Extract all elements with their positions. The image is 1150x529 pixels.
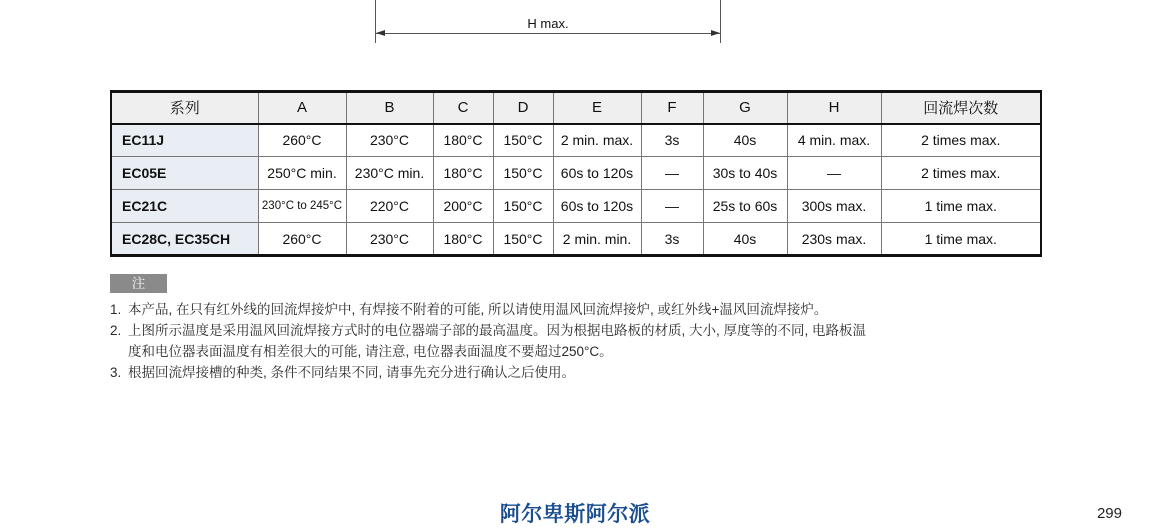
cell-a: 260°C — [258, 223, 346, 256]
cell-g: 30s to 40s — [703, 157, 787, 190]
cell-c: 180°C — [433, 223, 493, 256]
cell-f: 3s — [641, 124, 703, 157]
cell-h: 300s max. — [787, 190, 881, 223]
note-item — [110, 299, 870, 320]
note-number: 1. — [110, 302, 122, 317]
cell-e: 2 min. min. — [553, 223, 641, 256]
col-header-a: A — [258, 92, 346, 124]
page-number: 299 — [1096, 505, 1122, 522]
cell-e: 60s to 120s — [553, 157, 641, 190]
cell-d: 150°C — [493, 124, 553, 157]
cell-d: 150°C — [493, 223, 553, 256]
note-text: 根据回流焊接槽的种类, 条件不同结果不同, 请事先充分进行确认之后使用。 — [128, 365, 576, 380]
table-row — [111, 223, 1041, 256]
series-name: EC05E — [111, 157, 258, 190]
col-header-e: E — [553, 92, 641, 124]
table-row — [111, 190, 1041, 223]
note-number: 2. — [110, 323, 122, 338]
col-header-g: G — [703, 92, 787, 124]
col-header-h: H — [787, 92, 881, 124]
series-name: EC21C — [111, 190, 258, 223]
dimension-extension-line-right — [720, 0, 721, 43]
col-header-reflow-count: 回流焊次数 — [881, 92, 1041, 124]
note-item — [110, 362, 870, 383]
note-number: 3. — [110, 365, 122, 380]
cell-g: 40s — [703, 124, 787, 157]
cell-h: 230s max. — [787, 223, 881, 256]
cell-c: 180°C — [433, 157, 493, 190]
cell-a: 260°C — [258, 124, 346, 157]
note-text: 本产品, 在只有红外线的回流焊接炉中, 有焊接不附着的可能, 所以请使用温风回流焊接炉, 或红外线+温风回流焊接炉。 — [128, 302, 828, 317]
cell-c: 180°C — [433, 124, 493, 157]
cell-f: — — [641, 157, 703, 190]
cell-reflow-count: 2 times max. — [881, 124, 1041, 157]
cell-b: 230°C min. — [346, 157, 433, 190]
cell-e: 2 min. max. — [553, 124, 641, 157]
table-row — [111, 124, 1041, 157]
brand-logo-text: 阿尔卑斯阿尔派 — [499, 503, 651, 526]
col-header-series: 系列 — [111, 92, 258, 124]
note-list — [110, 299, 870, 383]
col-header-f: F — [641, 92, 703, 124]
note-item — [110, 320, 870, 362]
reflow-condition-table — [110, 90, 1042, 257]
cell-a: 230°C to 245°C — [258, 190, 346, 223]
cell-reflow-count: 2 times max. — [881, 157, 1041, 190]
cell-g: 25s to 60s — [703, 190, 787, 223]
dimension-label: H max. — [527, 16, 569, 31]
note-text: 上图所示温度是采用温风回流焊接方式时的电位器端子部的最高温度。因为根据电路板的材质, 大小, 厚度等的不同, 电路板温度和电位器表面温度有相差很大的可能, 请注意, 电位器表面温度不要超过250°C。 — [128, 323, 867, 359]
cell-b: 220°C — [346, 190, 433, 223]
cell-reflow-count: 1 time max. — [881, 190, 1041, 223]
cell-b: 230°C — [346, 124, 433, 157]
table-header-row — [111, 92, 1041, 124]
cell-h: 4 min. max. — [787, 124, 881, 157]
cell-h: — — [787, 157, 881, 190]
cell-f: 3s — [641, 223, 703, 256]
cell-c: 200°C — [433, 190, 493, 223]
cell-d: 150°C — [493, 190, 553, 223]
cell-b: 230°C — [346, 223, 433, 256]
cell-a: 250°C min. — [258, 157, 346, 190]
series-name: EC28C, EC35CH — [111, 223, 258, 256]
cell-f: — — [641, 190, 703, 223]
series-name: EC11J — [111, 124, 258, 157]
col-header-d: D — [493, 92, 553, 124]
col-header-b: B — [346, 92, 433, 124]
cell-e: 60s to 120s — [553, 190, 641, 223]
table-row — [111, 157, 1041, 190]
cell-g: 40s — [703, 223, 787, 256]
cell-d: 150°C — [493, 157, 553, 190]
cell-reflow-count: 1 time max. — [881, 223, 1041, 256]
dimension-arrow-line — [376, 33, 720, 34]
note-badge: 注 — [110, 274, 167, 293]
notes-section — [110, 274, 870, 383]
col-header-c: C — [433, 92, 493, 124]
